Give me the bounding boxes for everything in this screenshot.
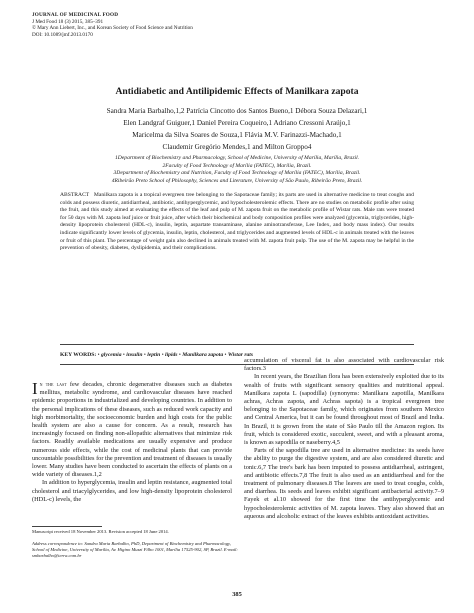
affiliation: 1Department of Biochemistry and Pharmacology, School of Medicine, University of Marília, Marília, Brazil. xyxy=(114,155,360,161)
body-column-left xyxy=(32,381,232,504)
keyword: • Wistar rats xyxy=(224,352,254,358)
body-paragraph: In recent years, the Brazilian flora has been extensively exploited due to its wealth of fruits with significant sensory qualities and nutritional appeal. Manilkara zapota L (sapodilla) (synonyms: Manilkara zapotilla, Manilkara achras, Achras zapota, and Achras sapota) is a tropical evergreen tree belonging to the Sapotaceae family, which originates from southern Mexico and Central America, but it can be found throughout most of Brazil and India. In Brazil, it is grown from the state of São Paulo till the Amazon region. Its fruit, which is considered exotic, succulent, sweet, and with a pleasant aroma, is known as sapodilla or naseberry.4,5 xyxy=(244,373,444,447)
author-line: Sandra Maria Barbalho,1,2 Patrícia Cincotto dos Santos Bueno,1 Débora Souza Delazari,1 xyxy=(106,107,368,115)
footnote-rule xyxy=(32,526,102,527)
affiliations xyxy=(40,155,434,185)
author-line: Maricelma da Silva Soares de Souza,1 Flávia M.V. Farinazzi-Machado,1 xyxy=(132,131,342,139)
page-number: 385 xyxy=(232,591,242,598)
affiliation: 2Faculty of Food Technology of Marília (FATEC), Marília, Brazil. xyxy=(162,162,312,169)
journal-header xyxy=(32,12,193,38)
author-line: Elen Landgraf Guiguer,1 Daniel Pereira Coqueiro,1 Adriano Cressoni Araújo,1 xyxy=(123,119,351,127)
author-list xyxy=(40,105,434,153)
copyright-line: © Mary Ann Liebert, Inc., and Korean Society of Food Science and Nutrition xyxy=(32,25,193,32)
drop-cap: I xyxy=(32,379,38,398)
received-note: Manuscript received 18 November 2013. Revision accepted 18 June 2014. xyxy=(32,529,169,534)
intro-paragraph: In the last few decades, chronic degenerative diseases such as diabetes mellitus, metabolic syndrome, and cardiovascular diseases have reached epidemic proportions in industrialized and developing countries. In addition to the personal implications of these diseases, such as reduced work capacity and high morbimortality, the socioeconomic burden and high costs for the public health system are also a cause for concern. As a result, research has increasingly focused on finding non-allopathic alternatives that minimize risk factors. Readily available medications are usually expensive and produce numerous side effects, while the cost of medicinal plants that can provide uncountable possibilities for the prevention and treatment of diseases is usually lower. Many studies have been conducted to ascertain the effects of plants on a wide variety of diseases.1,2 xyxy=(32,379,233,479)
body-paragraph: Parts of the sapodilla tree are used in alternative medicine: its seeds have the ability to purge the digestive system, and are also considered diuretic and tonic.6,7 The tree's bark has been imputed to possess antidiarrheal, astringent, and antibiotic effects.7,8 The fruit is also used as an antidiarrheal and for the treatment of pulmonary diseases.8 The leaves are used to treat coughs, colds, and diarrhea. Its seeds and leaves exhibit significant antibacterial activity.7–9 Fayek et al.10 showed for the first time the antihyperglycemic and hypocholesterolemic activities of M. zapota leaves. They also showed that an aqueous and alcoholic extract of the leaves exhibits antioxidant activities. xyxy=(244,447,444,520)
keyword: • Manilkara zapota xyxy=(178,352,224,358)
body-column-right xyxy=(244,357,444,521)
abstract-label: ABSTRACT xyxy=(60,192,90,198)
keyword: • glycemia xyxy=(97,352,122,358)
affiliation: 4Ribeirão Preto School of Philosophy, Sciences and Literature, University of São Paulo, Ribeirão Preto, Brazil. xyxy=(111,177,363,184)
affiliation: 3Department of Biochemistry and Nutrition, Faculty of Food Technology of Marília (FATEC), Marília, Brazil. xyxy=(113,170,361,177)
abstract xyxy=(60,192,414,253)
journal-name: JOURNAL OF MEDICINAL FOOD xyxy=(32,12,119,18)
keyword: • lipids xyxy=(161,352,178,358)
keyword: • leptin xyxy=(143,352,161,358)
correspondence-note: Address correspondence to: Sandra Maria Barbalho, PhD, Department of Biochemistry and Pharmacology, School of Medicine, University of Marília, Av. Higino Muzzi Filho 1001, Marília 17525-902, SP, Brazil. E-mail: smbarbalho@terra.com.br xyxy=(32,541,238,558)
intro-lead: n the last xyxy=(39,381,67,388)
doi-link[interactable]: DOI: 10.1089/jmf.2013.0170 xyxy=(32,31,93,38)
abstract-text: Manilkara zapota is a tropical evergreen tree belonging to the Sapotaceae family; its parts are used in alternative medicine to treat coughs and colds and possess diuretic, antidiarrheal, antibiotic, antihyperglycemic, and hypocholesterolemic effects. There are no studies on metabolic profile after using the fruit, and this study aimed at evaluating the effects of the leaf and pulp of M. zapota fruit on the metabolic profile of Wistar rats. Male rats were treated for 50 days with M. zapota leaf juice or fruit juice, after which their biochemical and body composition profiles were analyzed (glycemia, triglycerides, high-density lipoprotein cholesterol (HDL-c), insulin, leptin, aspartate transaminase, alanine aminotransferase, Lee Index, and body mass index). Our results indicate significantly lower levels of glycemia, insulin, leptin, cholesterol, and triglycerides and augmented levels of HDL-c in animals treated with the leaves or fruit of this plant. The percentage of weight gain also declined in animals treated with M. zapota fruit pulp. The use of the M. zapota may be helpful in the prevention of obesity, diabetes, dyslipidemia, and their complications. xyxy=(60,192,415,252)
keywords-label: KEY WORDS: xyxy=(60,352,97,358)
article-title: Antidiabetic and Antilipidemic Effects of Manilkara zapota xyxy=(115,86,359,97)
body-paragraph: accumulation of visceral fat is also associated with cardiovascular risk factors.3 xyxy=(244,357,444,373)
divider-top xyxy=(60,344,414,345)
keyword: • insulin xyxy=(122,352,143,358)
author-line: Claudemir Gregório Mendes,1 and Milton Groppo4 xyxy=(162,143,312,151)
body-paragraph: In addition to hyperglycemia, insulin and leptin resistance, augmented total cholesterol and triacylglycerides, and low high-density lipoprotein cholesterol (HDL-c) levels, the xyxy=(32,479,232,503)
journal-citation: J Med Food 18 (3) 2015, 385–391 xyxy=(32,18,104,25)
